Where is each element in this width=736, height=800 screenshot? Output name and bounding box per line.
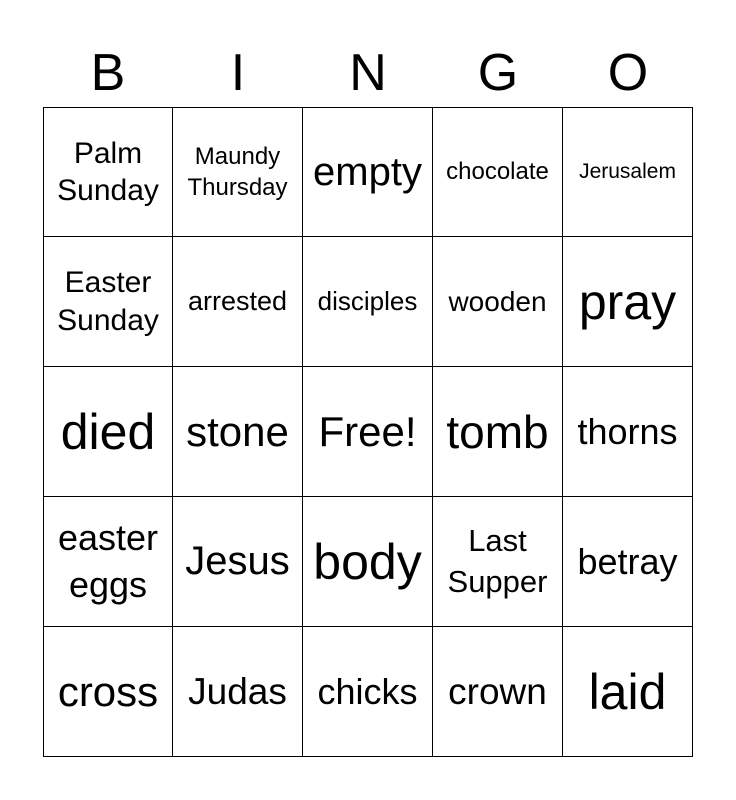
cell-label: arrested <box>187 286 288 316</box>
bingo-cell[interactable] <box>43 107 173 237</box>
bingo-cell[interactable] <box>173 627 303 757</box>
bingo-cell[interactable] <box>303 497 433 627</box>
cell-label: betray <box>577 540 678 582</box>
cell-label: stone <box>186 407 289 455</box>
bingo-cell[interactable] <box>173 367 303 497</box>
bingo-grid <box>43 107 693 757</box>
bingo-cell[interactable] <box>563 107 693 237</box>
cell-label: Palm Sunday <box>57 136 159 207</box>
cell-label: laid <box>588 663 667 720</box>
bingo-cell[interactable] <box>433 237 563 367</box>
cell-label: empty <box>313 149 422 194</box>
bingo-cell[interactable] <box>43 237 173 367</box>
cell-label: died <box>60 403 156 460</box>
bingo-cell[interactable] <box>173 497 303 627</box>
bingo-cell[interactable] <box>303 237 433 367</box>
bingo-header <box>43 40 693 106</box>
bingo-cell[interactable] <box>43 367 173 497</box>
bingo-cell[interactable] <box>433 627 563 757</box>
cell-label: Maundy Thursday <box>187 142 288 201</box>
cell-label: Judas <box>188 670 287 712</box>
cell-label: wooden <box>448 285 547 317</box>
free-space: Free! <box>318 407 417 455</box>
bingo-cell[interactable] <box>43 497 173 627</box>
bingo-cell[interactable] <box>563 367 693 497</box>
cell-label: disciples <box>317 286 418 316</box>
cell-label: tomb <box>446 405 549 458</box>
cell-label: chocolate <box>446 158 549 185</box>
cell-label: body <box>313 533 422 590</box>
bingo-cell[interactable] <box>433 107 563 237</box>
bingo-cell[interactable] <box>563 497 693 627</box>
bingo-cell[interactable] <box>433 497 563 627</box>
bingo-cell[interactable] <box>173 237 303 367</box>
bingo-cell[interactable] <box>43 627 173 757</box>
cell-label: Jerusalem <box>579 160 676 183</box>
bingo-cell[interactable] <box>563 237 693 367</box>
bingo-cell[interactable] <box>173 107 303 237</box>
header-letter-b: B <box>90 44 126 102</box>
cell-label: easter eggs <box>57 516 159 605</box>
cell-label: Jesus <box>185 539 290 583</box>
header-letter-o: O <box>607 44 649 102</box>
cell-label: cross <box>57 667 159 715</box>
cell-label: chicks <box>317 670 418 712</box>
header-letter-i: I <box>230 44 246 102</box>
cell-label: crown <box>448 670 547 712</box>
bingo-cell[interactable] <box>303 107 433 237</box>
header-letter-g: G <box>477 44 519 102</box>
bingo-cell[interactable] <box>303 627 433 757</box>
cell-label: pray <box>578 273 677 330</box>
bingo-cell[interactable] <box>303 367 433 497</box>
bingo-cell[interactable] <box>563 627 693 757</box>
header-letter-n: N <box>349 44 387 102</box>
cell-label: Last Supper <box>447 523 548 599</box>
cell-label: Easter Sunday <box>57 266 159 337</box>
bingo-cell[interactable] <box>433 367 563 497</box>
cell-label: thorns <box>577 410 678 452</box>
